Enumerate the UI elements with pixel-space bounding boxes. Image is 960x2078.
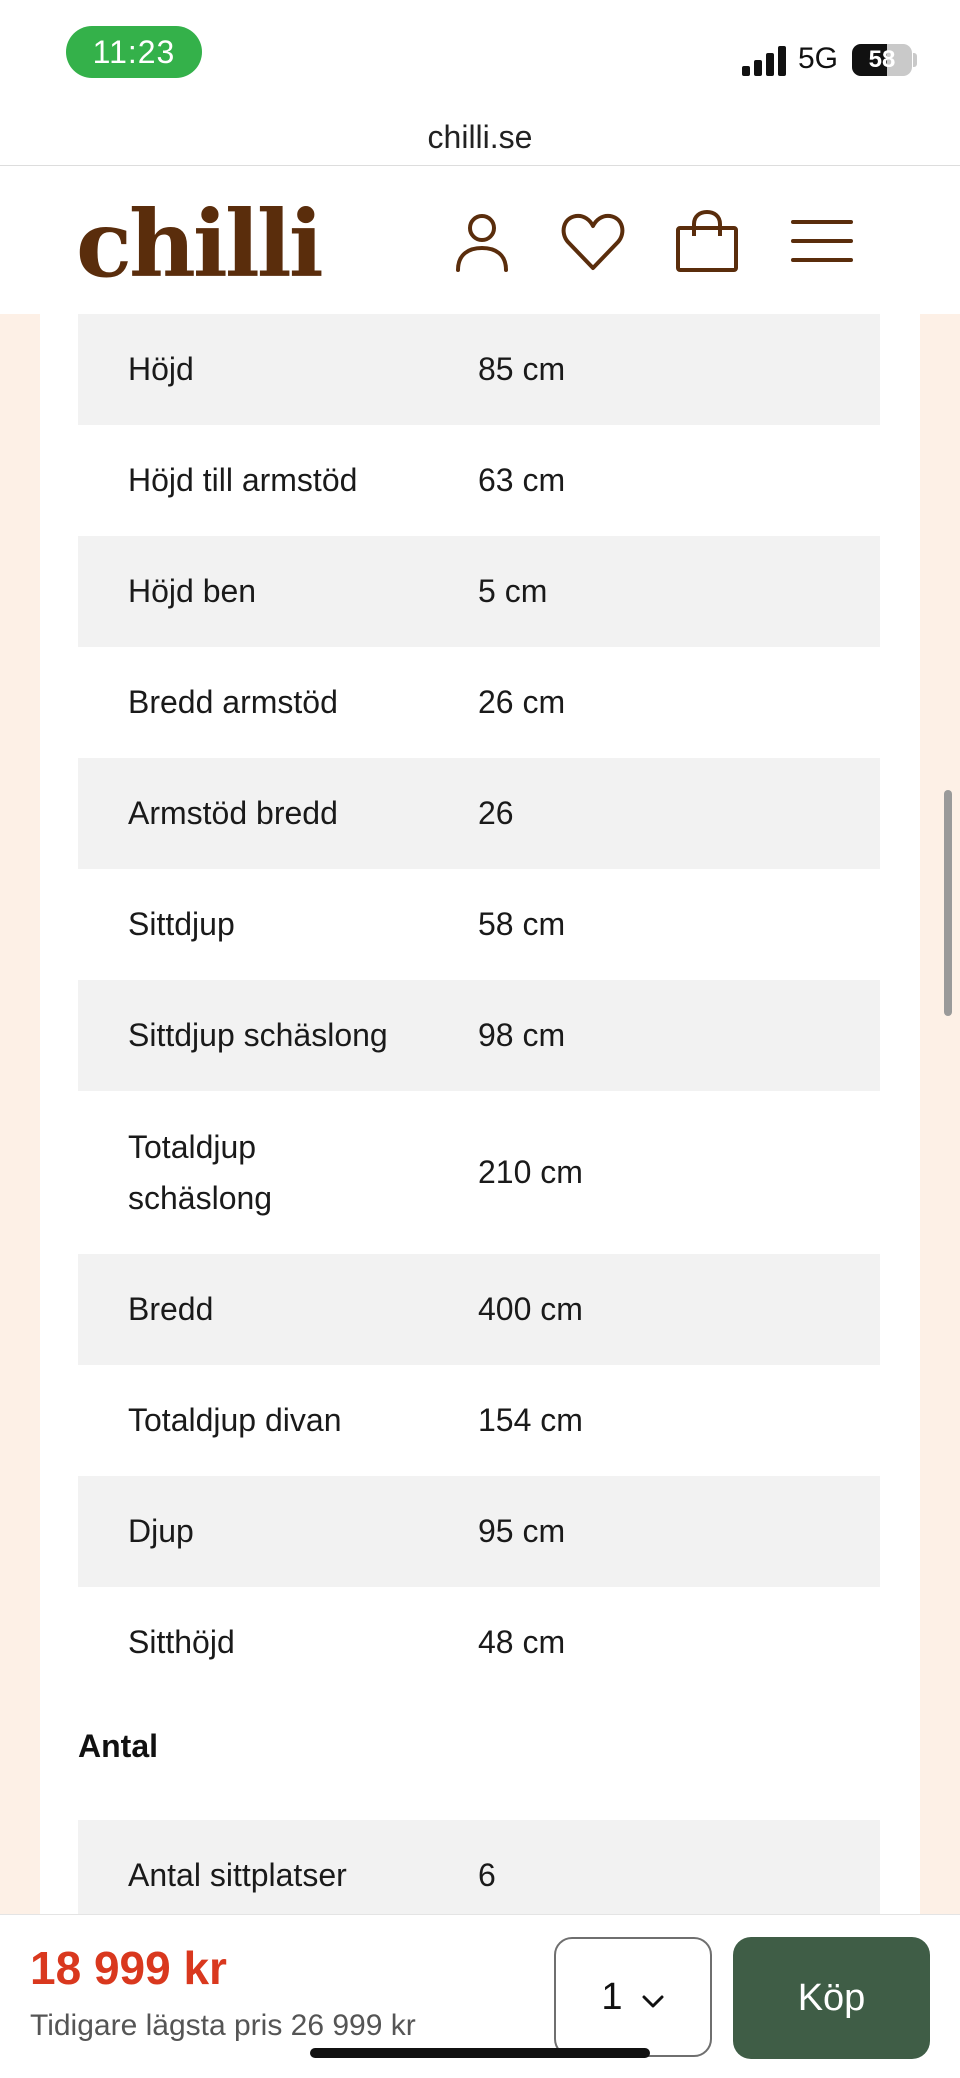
account-icon[interactable] xyxy=(447,206,517,276)
spec-value: 26 cm xyxy=(478,684,566,720)
address-bar[interactable] xyxy=(0,110,960,166)
spec-value: 85 cm xyxy=(478,351,566,387)
table-row xyxy=(78,647,880,758)
heart-icon[interactable] xyxy=(558,206,628,276)
spec-value: 63 cm xyxy=(478,462,566,498)
chilli-logo[interactable]: chilli xyxy=(76,190,321,298)
status-time: 11:23 xyxy=(66,26,202,78)
battery-percent: 58 xyxy=(868,46,896,73)
spec-value: 48 cm xyxy=(478,1624,566,1660)
signal-icon xyxy=(742,46,786,76)
spec-value: 6 xyxy=(478,1857,496,1893)
spec-label: Totaldjup schäslong xyxy=(128,1128,273,1216)
spec-value: 26 xyxy=(478,795,514,831)
table-row xyxy=(78,314,880,425)
shopping-bag-icon[interactable] xyxy=(672,206,742,276)
battery-tip xyxy=(913,53,917,67)
menu-icon[interactable] xyxy=(787,206,857,276)
spec-value: 400 cm xyxy=(478,1291,583,1327)
table-row xyxy=(78,536,880,647)
spec-label: Höjd xyxy=(128,351,194,387)
buy-button[interactable]: Köp xyxy=(733,1937,930,2059)
section-heading-antal: Antal xyxy=(78,1728,158,1764)
table-row xyxy=(78,1091,880,1254)
site-header xyxy=(0,166,960,314)
table-row xyxy=(78,1365,880,1476)
dimensions-table xyxy=(78,314,880,1698)
spec-label: Sitthöjd xyxy=(128,1624,235,1660)
spec-value: 210 cm xyxy=(478,1154,583,1190)
previous-lowest-price: Tidigare lägsta pris 26 999 kr xyxy=(30,2009,416,2042)
status-bar xyxy=(0,0,960,110)
table-row xyxy=(78,1587,880,1698)
quantity-value: 1 xyxy=(601,1975,623,2018)
table-row xyxy=(78,980,880,1091)
quantity-select[interactable] xyxy=(554,1937,712,2057)
spec-label: Bredd xyxy=(128,1291,214,1327)
spec-label: Totaldjup divan xyxy=(128,1402,342,1438)
spec-value: 5 cm xyxy=(478,573,548,609)
spec-label: Antal sittplatser xyxy=(128,1857,347,1893)
home-indicator xyxy=(310,2048,650,2058)
spec-value: 98 cm xyxy=(478,1017,566,1053)
table-row xyxy=(78,425,880,536)
table-row xyxy=(78,1254,880,1365)
spec-label: Djup xyxy=(128,1513,194,1549)
table-row xyxy=(78,1476,880,1587)
spec-label: Armstöd bredd xyxy=(128,795,338,831)
spec-value: 154 cm xyxy=(478,1402,583,1438)
scrollbar-thumb[interactable] xyxy=(944,790,952,1016)
url-text: chilli.se xyxy=(427,119,533,155)
table-row xyxy=(78,869,880,980)
spec-label: Höjd till armstöd xyxy=(128,462,358,498)
table-row xyxy=(78,758,880,869)
spec-label: Höjd ben xyxy=(128,573,257,609)
product-price: 18 999 kr xyxy=(30,1942,227,1994)
spec-value: 95 cm xyxy=(478,1513,566,1549)
network-type: 5G xyxy=(798,42,839,75)
spec-label: Sittdjup xyxy=(128,906,235,942)
spec-label: Sittdjup schäslong xyxy=(128,1017,388,1053)
spec-label: Bredd armstöd xyxy=(128,684,338,720)
spec-value: 58 cm xyxy=(478,906,566,942)
chevron-down-icon xyxy=(641,1994,665,2010)
battery-icon xyxy=(852,44,912,76)
